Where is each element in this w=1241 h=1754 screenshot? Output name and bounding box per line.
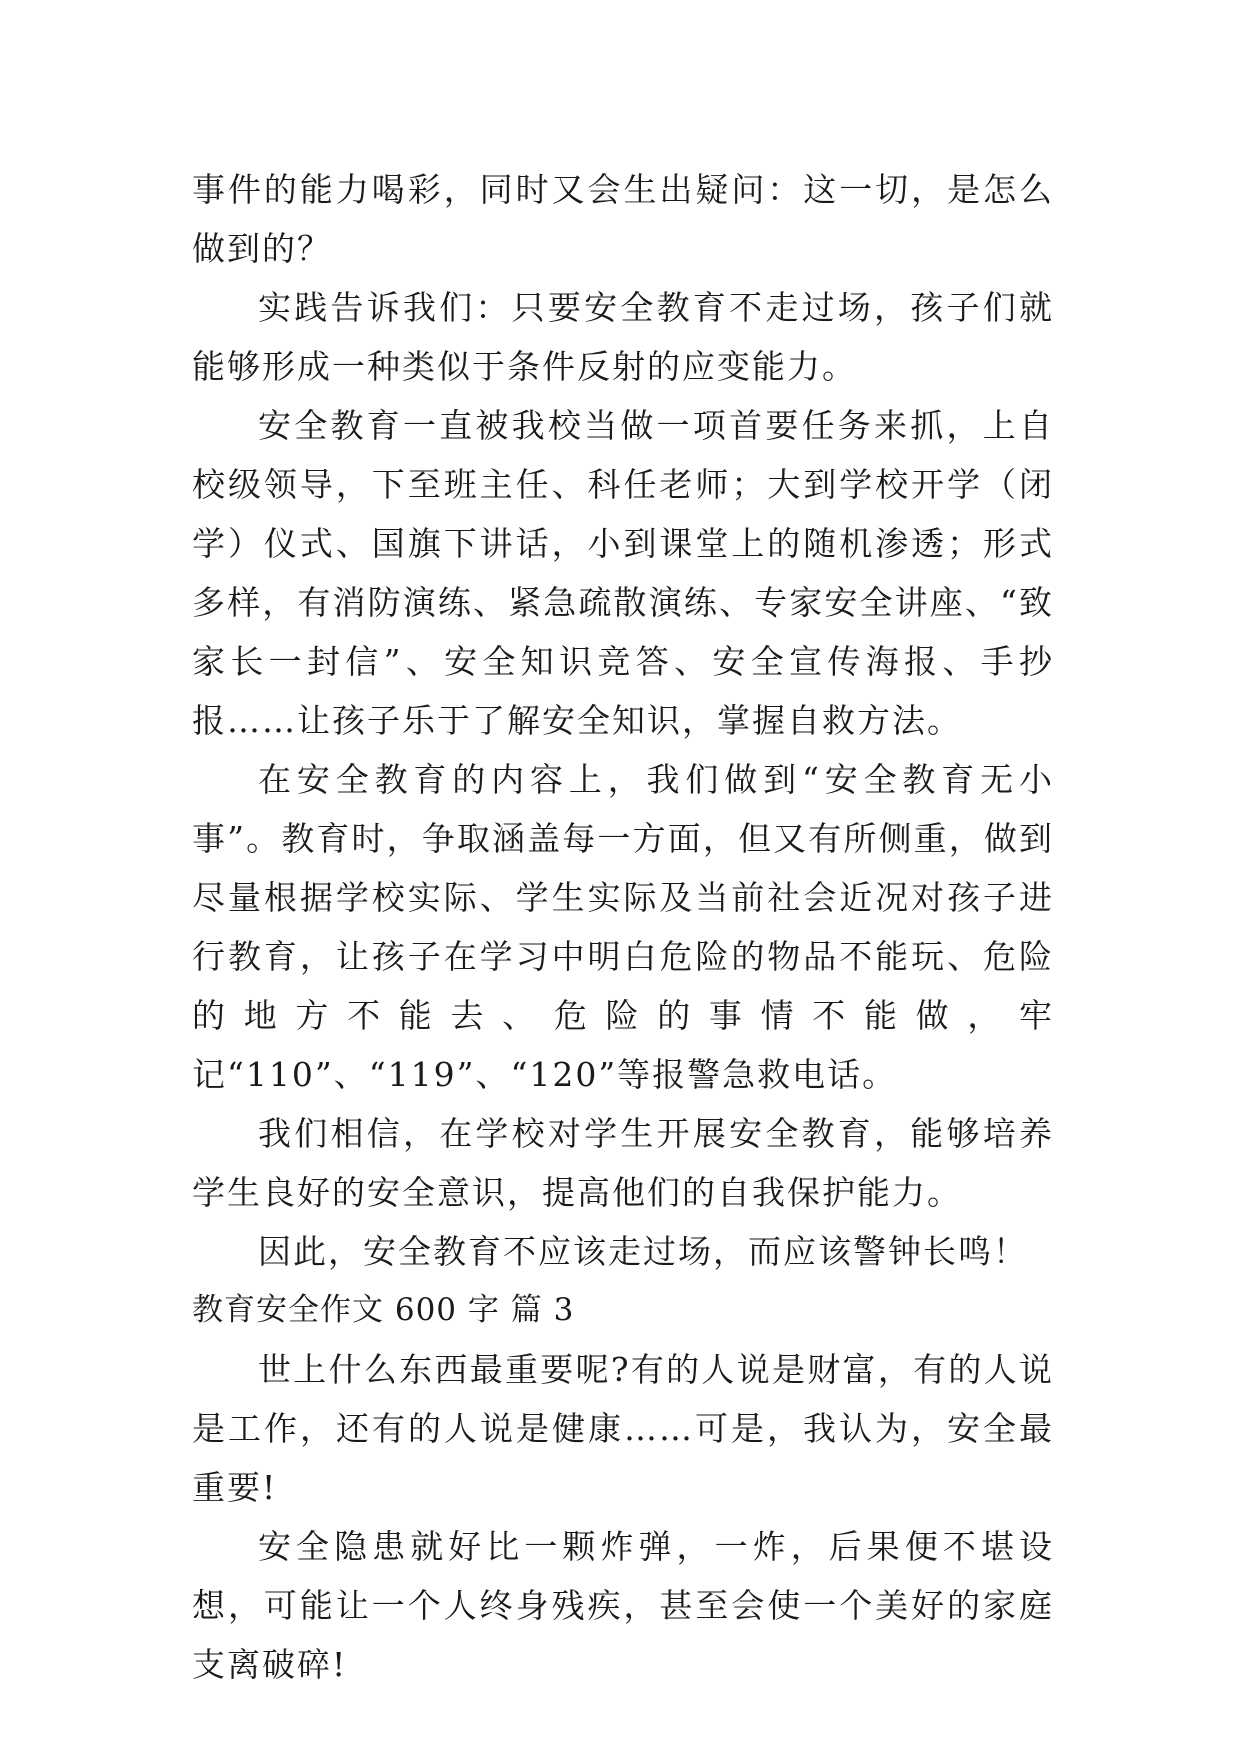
- paragraph-continuation: 事件的能力喝彩，同时又会生出疑问：这一切，是怎么做到的？: [192, 170, 1054, 268]
- paragraph-practice: 实践告诉我们：只要安全教育不走过场，孩子们就能够形成一种类似于条件反射的应变能力。: [192, 288, 1054, 386]
- paragraph-belief: 我们相信，在学校对学生开展安全教育，能够培养学生良好的安全意识，提高他们的自我保护能力。: [192, 1114, 1054, 1212]
- paragraph-school-safety: 安全教育一直被我校当做一项首要任务来抓，上自校级领导，下至班主任、科任老师；大到学校开学（闭学）仪式、国旗下讲话，小到课堂上的随机渗透；形式多样，有消防演练、紧急疏散演练、专家安全讲座、“致家长一封信”、安全知识竞答、安全宣传海报、手抄报……让孩子乐于了解安全知识，掌握自救方法。: [192, 406, 1054, 740]
- paragraph-most-important: 世上什么东西最重要呢?有的人说是财富，有的人说是工作，还有的人说是健康……可是，我认为，安全最重要!: [192, 1350, 1054, 1507]
- document-page: [192, 160, 1054, 1694]
- paragraph-content: 在安全教育的内容上，我们做到“安全教育无小事”。教育时，争取涵盖每一方面，但又有所侧重，做到尽量根据学校实际、学生实际及当前社会近况对孩子进行教育，让孩子在学习中明白危险的物品不能玩、危险的地方不能去、危险的事情不能做，牢记“110”、“119”、“120”等报警急救电话。: [192, 760, 1054, 1094]
- paragraph-hazard: 安全隐患就好比一颗炸弹，一炸，后果便不堪设想，可能让一个人终身残疾，甚至会使一个美好的家庭支离破碎!: [192, 1527, 1054, 1684]
- essay-heading: 教育安全作文 600 字 篇 3: [192, 1292, 575, 1328]
- paragraph-conclusion: 因此，安全教育不应该走过场，而应该警钟长鸣！: [258, 1232, 1028, 1271]
